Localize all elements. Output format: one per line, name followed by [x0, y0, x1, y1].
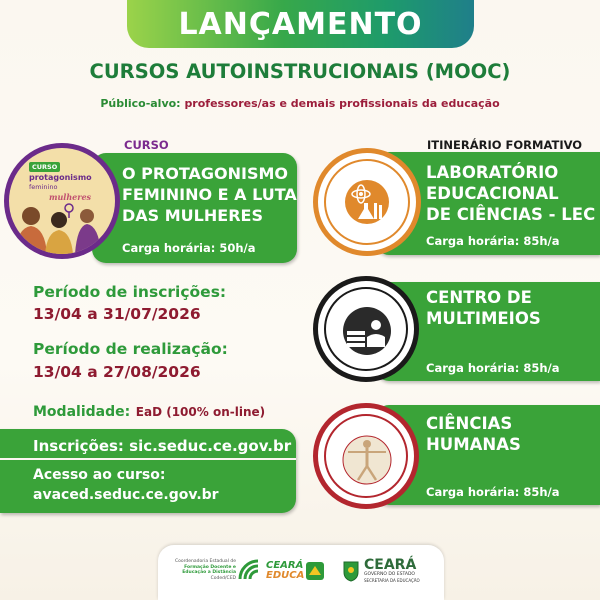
- itinerary-section-label: ITINERÁRIO FORMATIVO: [427, 138, 583, 152]
- ceara-educa-logo: [266, 561, 304, 581]
- course-title-line: O PROTAGONISMO: [122, 164, 288, 183]
- enroll-period-label: Período de inscrições:: [33, 283, 227, 301]
- coded-logo-text: [166, 559, 236, 581]
- multimeios-hours: Carga horária: 85h/a: [426, 361, 560, 375]
- multimeios-title-line: CENTRO DE: [426, 288, 532, 307]
- signup-divider: [0, 458, 296, 460]
- access-link[interactable]: avaced.seduc.ce.gov.br: [33, 487, 219, 503]
- lec-title-line: EDUCACIONAL: [426, 184, 559, 203]
- coded-line: Formação Docente e: [184, 564, 236, 570]
- course-title: [122, 163, 297, 226]
- gov-sub: GOVERNO DO ESTADO: [364, 572, 415, 577]
- course-section-label: CURSO: [124, 138, 169, 152]
- course-title-line: FEMININO E A LUTA: [122, 185, 297, 204]
- multimedia-center-icon: [335, 301, 399, 361]
- vitruvian-man-icon: [336, 428, 398, 488]
- footer-logos: [158, 545, 444, 600]
- signup-link[interactable]: Inscrições: sic.seduc.ce.gov.br: [33, 437, 292, 455]
- coded-line: Coded/CED: [210, 575, 236, 581]
- run-period-label: Período de realização:: [33, 340, 228, 358]
- course-title-line: DAS MULHERES: [122, 206, 263, 225]
- lec-title: [426, 162, 595, 225]
- audience-label: Público-alvo:: [100, 97, 181, 110]
- lec-hours: Carga horária: 85h/a: [426, 234, 560, 248]
- ceara-educa-icon: [305, 561, 325, 581]
- launch-banner: LANÇAMENTO: [127, 0, 474, 48]
- lec-badge: [313, 148, 421, 256]
- laboratory-icon: [334, 169, 400, 235]
- thumb-tag: CURSO: [29, 162, 60, 172]
- coded-logo-icon: [238, 559, 260, 581]
- lec-title-line: DE CIÊNCIAS - LEC: [426, 205, 596, 224]
- multimeios-title: [426, 287, 541, 329]
- signup-card: [0, 429, 296, 513]
- humanas-title-line: HUMANAS: [426, 435, 521, 454]
- access-label: Acesso ao curso:: [33, 467, 166, 483]
- ceara-educa-word: EDUCA: [266, 570, 305, 581]
- enroll-period: 13/04 a 31/07/2026: [33, 305, 201, 323]
- humanas-hours: Carga horária: 85h/a: [426, 485, 560, 499]
- modality-label: Modalidade:: [33, 404, 131, 420]
- women-illustration-icon: [9, 198, 115, 254]
- humanas-title-line: CIÊNCIAS: [426, 414, 513, 433]
- humanas-title: [426, 413, 521, 455]
- course-thumbnail: [4, 143, 120, 259]
- gov-word: CEARÁ: [364, 557, 417, 573]
- multimeios-badge: [313, 276, 419, 382]
- course-hours: Carga horária: 50h/a: [122, 241, 256, 255]
- ceara-educa-word: CEARÁ: [266, 560, 304, 571]
- lec-title-line: LABORATÓRIO: [426, 163, 559, 182]
- coded-line: Coordenadoria Estadual de: [174, 559, 236, 564]
- humanas-badge: [313, 403, 419, 509]
- page-title: CURSOS AUTOINSTRUCIONAIS (MOOC): [89, 60, 511, 83]
- thumb-line2: feminino: [29, 183, 58, 191]
- multimeios-title-line: MULTIMEIOS: [426, 309, 541, 328]
- gov-sub: SECRETARIA DA EDUCAÇÃO: [364, 578, 420, 583]
- course-card[interactable]: [92, 153, 297, 263]
- coded-line: Educação a Distância: [182, 570, 236, 575]
- audience-text: professores/as e demais profissionais da educação: [184, 97, 500, 110]
- thumb-line3: mulheres: [49, 192, 92, 202]
- modality-line: [33, 401, 265, 420]
- state-coat-of-arms-icon: [342, 560, 360, 582]
- audience-line: [0, 97, 600, 110]
- thumb-line1: protagonismo: [29, 173, 92, 182]
- run-period: 13/04 a 27/08/2026: [33, 363, 201, 381]
- modality-value: EaD (100% on-line): [135, 405, 266, 419]
- gov-logo: [364, 558, 420, 583]
